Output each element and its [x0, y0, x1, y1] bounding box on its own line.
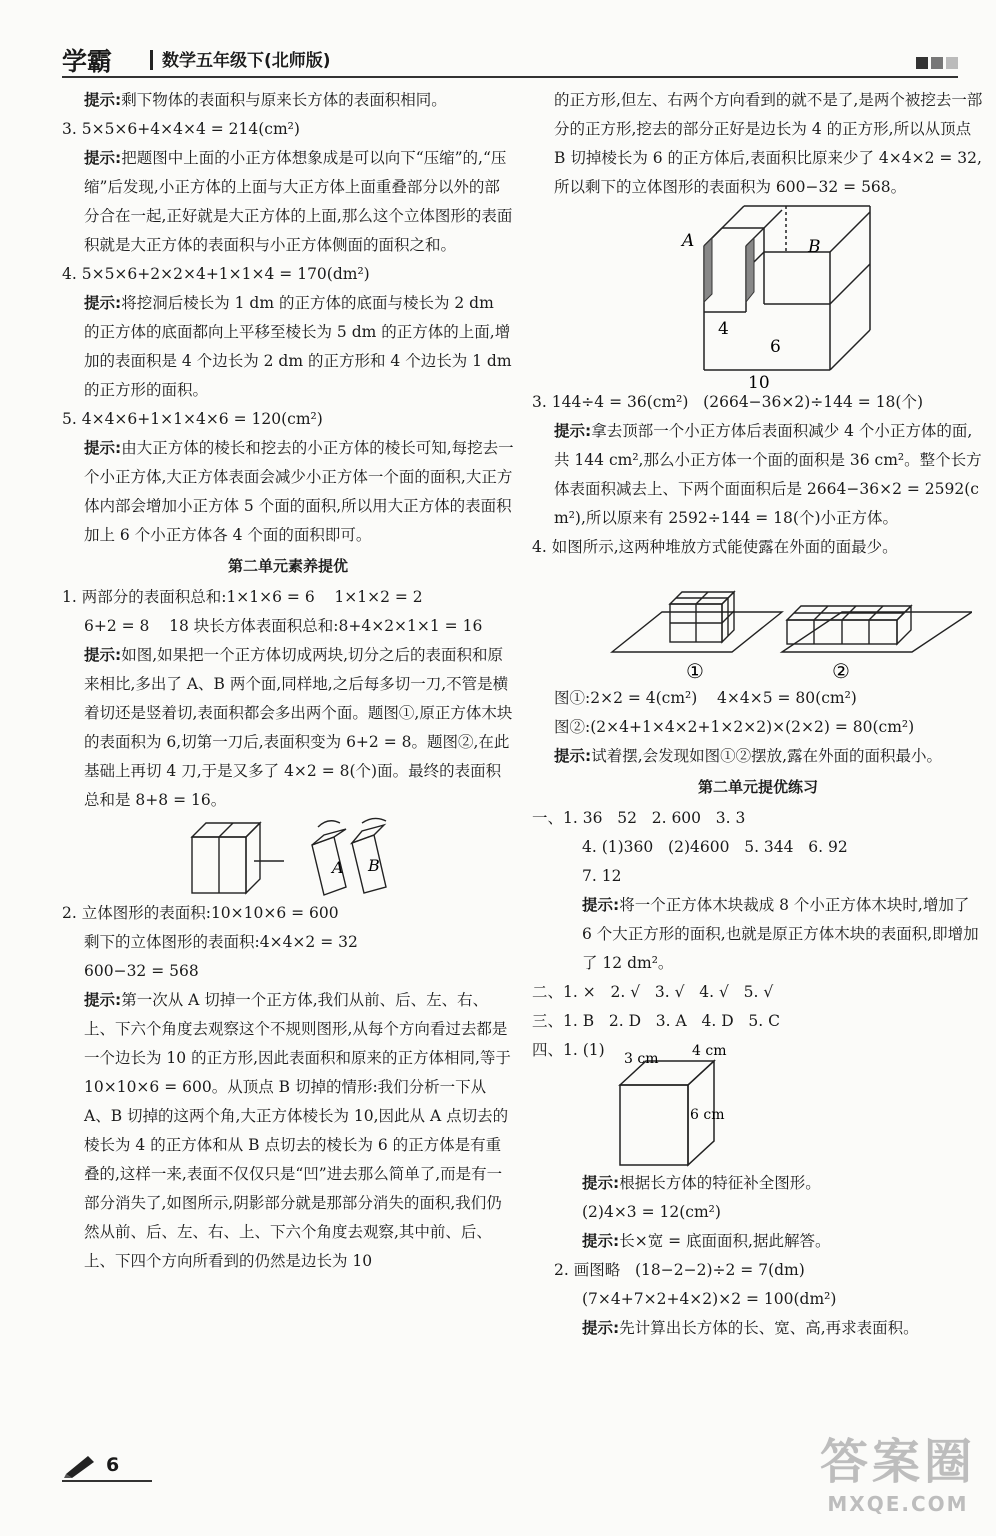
- answer-line: [62, 986, 514, 1276]
- hint-label: 提示:: [84, 91, 122, 109]
- fig-label-2: ②: [832, 659, 850, 683]
- watermark-url: MXQE.COM: [827, 1492, 969, 1516]
- answer-line: [62, 144, 514, 260]
- hint-label: 提示:: [582, 1232, 620, 1250]
- section-title-quality: 第二单元素养提优: [227, 557, 348, 575]
- answer-line: [62, 583, 514, 612]
- fig-label-width: 4 cm: [692, 1043, 727, 1059]
- answer-text: 5. 4×4×6+1×1×4×6 = 120(cm²): [62, 410, 323, 428]
- answer-line: [532, 804, 984, 833]
- book-title: 数学五年级下(北师版): [162, 51, 331, 71]
- fig-label-a: A: [682, 231, 695, 251]
- answer-text: 二、1. × 2. √ 3. √ 4. √ 5. √: [532, 983, 774, 1001]
- answer-text: 先计算出长方体的长、宽、高,再求表面积。: [619, 1319, 919, 1337]
- answer-text: 剩下的立体图形的表面积:4×4×2 = 32: [84, 933, 358, 951]
- answer-line: [62, 641, 514, 815]
- answer-text: 6+2 = 8 18 块长方体表面积总和:8+4×2×1×1 = 16: [84, 617, 483, 635]
- square-decoration: [931, 57, 943, 69]
- answer-line: [532, 1007, 984, 1036]
- answer-line: [62, 899, 514, 928]
- page-header: [62, 42, 958, 76]
- answer-text: 四、1. (1): [532, 1041, 605, 1059]
- hint-label: 提示:: [84, 149, 122, 167]
- answer-line: [532, 684, 984, 713]
- answer-line: [532, 86, 984, 202]
- answer-text: 如图,如果把一个正方体切成两块,切分之后的表面积和原来相比,多出了 A、B 两个面,同样地,之后每多切一刀,不管是横着切还是竖着切,表面积都会多出两个面。题图①,原正方体木块的表面积为 6,切第一刀后,表面积变为 6+2 = 8。题图②,在此基础上再切 4 刀,于是又多了 4×2 = 8(个)面。最终的表面积总和是 8+8 = 16。: [84, 646, 513, 809]
- answer-line: [62, 928, 514, 957]
- answer-text: 由大正方体的棱长和挖去的小正方体的棱长可知,每挖去一个小正方体,大正方体表面会减少小正方体一个面的面积,大正方体内部会增加小正方体 5 个面的面积,所以用大正方体的表面积加上 6 个小正方体各 4 个面的面积即可。: [84, 439, 514, 544]
- answer-block: [532, 684, 984, 771]
- answer-line: [532, 833, 984, 862]
- answer-line: [62, 405, 514, 434]
- brand-logo: 学霸: [62, 47, 113, 76]
- answer-text: 600−32 = 568: [84, 962, 199, 980]
- answer-block: [62, 583, 514, 815]
- fig-label-10: 10: [748, 373, 770, 388]
- hint-label: 提示:: [582, 1319, 620, 1337]
- answer-text: 第一次从 A 切掉一个正方体,我们从前、后、左、右、上、下六个角度去观察这个不规则图形,从每个方向看过去都是一个边长为 10 的正方形,因此表面积和原来的正方体相同,等于 10×10×6 = 600。从顶点 B 切掉的情形:我们分析一下从 A、B 切掉的这两个角,大正方体棱长为 10,因此从 A 点切去的棱长为 4 的正方体和从 B 点切去的棱长为 6 的正方体是有重叠的,这样一来,表面不仅仅只是“凹”进去那么简单了,而是有一部分消失了,如图所示,阴影部分就是那部分消失的面积,我们仍然从前、后、左、右、上、下六个角度去观察,其中前、后、上、下四个方向所看到的仍然是边长为 10: [84, 991, 516, 1270]
- fig-label-1: ①: [686, 659, 704, 683]
- answer-line: [532, 1169, 984, 1198]
- answer-line: [532, 742, 984, 771]
- answer-text: 4. 如图所示,这两种堆放方式能使露在外面的面最少。: [532, 538, 898, 556]
- fig-label-6: 6: [770, 337, 781, 357]
- header-squares: [913, 54, 958, 73]
- fig-label-a: A: [332, 858, 344, 877]
- answer-text: 7. 12: [582, 867, 622, 885]
- answer-text: 剩下物体的表面积与原来长方体的表面积相同。: [121, 91, 447, 109]
- hint-label: 提示:: [84, 646, 122, 664]
- answer-text: 一、1. 36 52 2. 600 3. 3: [532, 809, 746, 827]
- answer-block: [62, 899, 514, 1276]
- answer-block: [532, 1169, 984, 1343]
- pencil-icon: [62, 1454, 98, 1478]
- answer-line: [62, 260, 514, 289]
- fig-label-height: 6 cm: [690, 1107, 725, 1123]
- header-divider: [150, 50, 153, 70]
- answer-text: 根据长方体的特征补全图形。: [619, 1174, 821, 1192]
- cube-cut-figure: [532, 202, 972, 388]
- answer-line: [62, 115, 514, 144]
- answer-text: 4. 5×5×6+2×2×4+1×1×4 = 170(dm²): [62, 265, 370, 283]
- square-decoration: [946, 57, 958, 69]
- answer-text: 3. 5×5×6+4×4×4 = 214(cm²): [62, 120, 300, 138]
- answer-line: [532, 862, 984, 891]
- hint-label: 提示:: [582, 1174, 620, 1192]
- section-title-practice: 第二单元提优练习: [697, 778, 818, 796]
- answer-text: 三、1. B 2. D 3. A 4. D 5. C: [532, 1012, 781, 1030]
- right-column: [532, 86, 984, 1343]
- page-number: 6: [106, 1454, 120, 1476]
- answer-line: [532, 891, 984, 978]
- answer-text: 图①:2×2 = 4(cm²) 4×4×5 = 80(cm²): [554, 689, 857, 707]
- hint-label: 提示:: [554, 747, 592, 765]
- answer-text: 将挖洞后棱长为 1 dm 的正方体的底面与棱长为 2 dm 的正方体的底面都向上平移至棱长为 5 dm 的正方体的上面,增加的表面积是 4 个边长为 2 dm 的正方形和 4 个边长为 1 dm 的正方形的面积。: [84, 294, 517, 399]
- answer-line: [62, 612, 514, 641]
- answer-text: 4. (1)360 (2)4600 5. 344 6. 92: [582, 838, 848, 856]
- answer-text: 将一个正方体木块裁成 8 个小正方体木块时,增加了 6 个大正方形的面积,也就是原正方体木块的表面积,即增加了 12 dm²。: [582, 896, 979, 972]
- hint-label: 提示:: [84, 439, 122, 457]
- answer-line: [62, 434, 514, 550]
- hint-label: 提示:: [554, 422, 592, 440]
- answer-line: [532, 1198, 984, 1227]
- answer-line: [532, 1285, 984, 1314]
- answer-text: 的正方形,但左、右两个方向看到的就不是了,是两个被挖去一部分的正方形,挖去的部分正好是边长为 4 的正方形,所以从顶点 B 切掉棱长为 6 的正方体后,表面积比原来少了 4×4×2 = 32,所以剩下的立体图形的表面积为 600−32 = 568。: [554, 91, 983, 196]
- hint-label: 提示:: [84, 991, 122, 1009]
- answer-text: 图②:(2×4+1×4×2+1×2×2)×(2×2) = 80(cm²): [554, 718, 915, 736]
- fig-label-b: B: [368, 856, 380, 875]
- answer-block: [62, 86, 517, 550]
- stacking-figure: [532, 562, 972, 684]
- answer-text: (2)4×3 = 12(cm²): [582, 1203, 721, 1221]
- hint-label: 提示:: [582, 896, 620, 914]
- answer-text: 拿去顶部一个小正方体后表面积减少 4 个小正方体的面,共 144 cm²,那么小正方体一个面的面积是 36 cm²。整个长方体表面积减去上、下两个面面积后是 2664−36×2 = 2592(cm²),所以原来有 2592÷144 = 18(个)小正方体。: [554, 422, 982, 527]
- hint-label: 提示:: [84, 294, 122, 312]
- answer-line: [532, 1227, 984, 1256]
- answer-line: [62, 86, 514, 115]
- cut-block-figure: [62, 815, 502, 899]
- watermark: [820, 1423, 976, 1516]
- answer-line: [532, 388, 984, 417]
- fig-label-4: 4: [718, 319, 729, 339]
- header-rule: [62, 76, 958, 78]
- answer-line: [532, 533, 984, 562]
- answer-line: [532, 417, 984, 533]
- square-decoration: [916, 57, 928, 69]
- answer-text: 2. 画图略 (18−2−2)÷2 = 7(dm): [554, 1261, 805, 1279]
- answer-text: 把题图中上面的小正方体想象成是可以向下“压缩”的,“压缩”后发现,小正方体的上面与大正方体上面重叠部分以外的部分合在一起,正好就是大正方体的上面,那么这个立体图形的表面积就是大正方体的表面积与小正方体侧面的面积之和。: [84, 149, 513, 254]
- footer-rule: [62, 1480, 152, 1482]
- answer-text: (7×4+7×2+4×2)×2 = 100(dm²): [582, 1290, 837, 1308]
- answer-line: [62, 957, 514, 986]
- answer-text: 3. 144÷4 = 36(cm²) (2664−36×2)÷144 = 18(个): [532, 393, 924, 411]
- left-column: [62, 86, 517, 1276]
- answer-line: [532, 713, 984, 742]
- answer-text: 长×宽 = 底面面积,据此解答。: [619, 1232, 831, 1250]
- fig-label-b: B: [808, 237, 821, 257]
- answer-line: [532, 1256, 984, 1285]
- answer-text: 2. 立体图形的表面积:10×10×6 = 600: [62, 904, 339, 922]
- answer-block: [532, 388, 984, 562]
- answer-text: 1. 两部分的表面积总和:1×1×6 = 6 1×1×2 = 2: [62, 588, 423, 606]
- fig-label-depth: 3 cm: [624, 1051, 659, 1067]
- answer-line: [62, 289, 517, 405]
- answer-block: [532, 804, 984, 1065]
- watermark-title: 答案圈: [819, 1434, 976, 1490]
- answer-line: [532, 978, 984, 1007]
- answer-line: [532, 1314, 984, 1343]
- answer-text: 试着摆,会发现如图①②摆放,露在外面的面积最小。: [591, 747, 943, 765]
- answer-block: [532, 86, 984, 202]
